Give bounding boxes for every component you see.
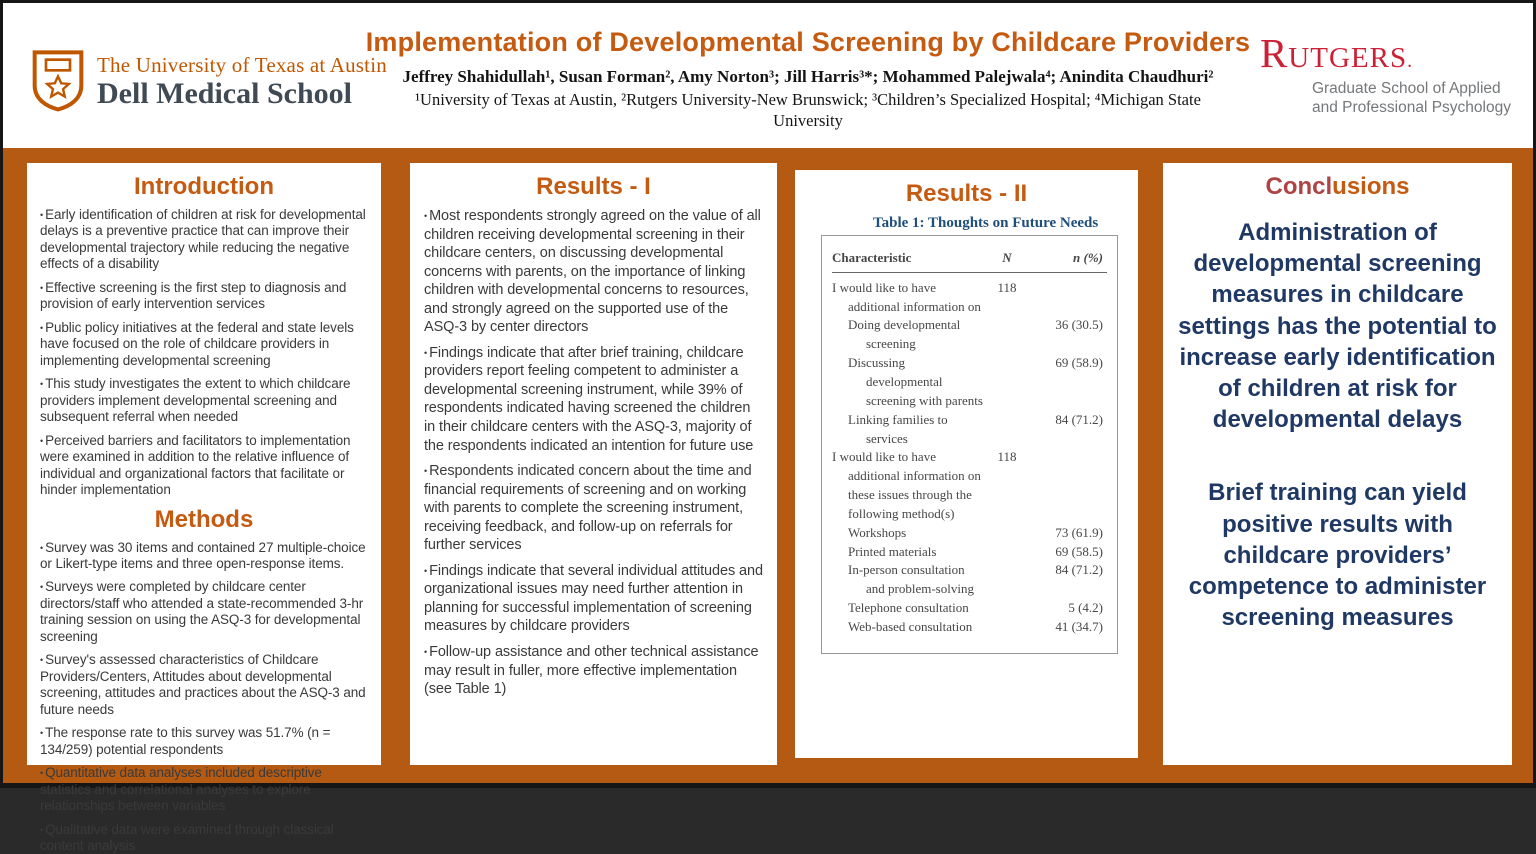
table-row (832, 561, 1107, 599)
table-cell-characteristic: I would like to have additional information on these issues through the following method(s) (832, 448, 983, 523)
results-1-heading: Results - I (424, 173, 763, 201)
bullet-text: Qualitative data were examined through classical content analysis (40, 822, 334, 853)
ut-dell-medical-logo (31, 49, 387, 113)
bullet-text: Public policy initiatives at the federal and state levels have focused on the role of childcare providers in implementing developmental screening (40, 320, 354, 368)
bullet-icon: • (424, 211, 427, 221)
table-cell-characteristic: Workshops (832, 524, 983, 543)
bullet-item (40, 652, 368, 718)
bullet-text: Findings indicate that after brief training, childcare providers report feeling competent to administer a developmental screening instrument, while 39% of respondents indicated having screened the children in their childcare centers with the ASQ-3, majority of the respondents indicated an intention for future use (424, 345, 753, 454)
table-cell-characteristic: In-person consultation and problem-solving (832, 561, 983, 599)
ut-school-name: Dell Medical School (97, 78, 387, 110)
table-cell-N (983, 599, 1031, 618)
ut-shield-icon (31, 49, 85, 113)
bullet-item (40, 376, 368, 425)
methods-heading: Methods (40, 506, 368, 534)
table-cell-N (983, 524, 1031, 543)
table-cell-n-pct: 5 (4.2) (1031, 599, 1107, 618)
bullet-item (40, 207, 368, 273)
table-row (832, 448, 1107, 523)
table-row (832, 524, 1107, 543)
table-cell-N (983, 316, 1031, 354)
table-row (832, 599, 1107, 618)
table-1-header-N: N (983, 250, 1031, 266)
author-list: Jeffrey Shahidullah¹, Susan Forman², Amy Norton³; Jill Harris³*; Mohammed Palejwala⁴; Anindita Chaudhuri² (348, 67, 1268, 87)
conclusion-paragraph-2: Brief training can yield positive results with childcare providers’ competence to administer screening measures (1177, 477, 1498, 633)
bullet-text: Follow-up assistance and other technical assistance may result in fuller, more effective implementation (see Table 1) (424, 644, 758, 697)
bullet-icon: • (40, 582, 43, 592)
bullet-text: Surveys were completed by childcare center directors/staff who attended a state-recommended 3-hr training session on using the ASQ-3 for developmental screening (40, 579, 363, 643)
table-cell-characteristic: Telephone consultation (832, 599, 983, 618)
table-1 (821, 235, 1118, 654)
bullet-text: Effective screening is the first step to diagnosis and provision of early intervention services (40, 280, 346, 311)
bullet-item (40, 540, 368, 573)
bullet-icon: • (424, 348, 427, 358)
bullet-item (424, 207, 763, 337)
bullet-icon: • (40, 768, 43, 778)
rutgers-logo (1260, 33, 1511, 117)
table-row (832, 354, 1107, 411)
poster-title: Implementation of Developmental Screening by Childcare Providers (348, 27, 1268, 58)
bullet-text: The response rate to this survey was 51.7% (n = 134/259) potential respondents (40, 725, 330, 756)
bullet-icon: • (40, 655, 43, 665)
conclusions-heading-orange-part: usions (1332, 173, 1409, 200)
table-cell-N: 118 (983, 448, 1031, 523)
title-block (348, 27, 1268, 131)
ut-logo-text (97, 53, 387, 110)
table-cell-n-pct (1031, 448, 1107, 523)
bullet-text: Quantitative data analyses included descriptive statistics and correlational analyses to explore relationships between variables (40, 765, 322, 813)
bullet-item (424, 344, 763, 455)
table-row (832, 316, 1107, 354)
table-cell-n-pct: 36 (30.5) (1031, 316, 1107, 354)
bullet-icon: • (424, 647, 427, 657)
table-row (832, 543, 1107, 562)
conclusion-paragraph-1: Administration of developmental screening measures in childcare settings has the potential to increase early identification of children at risk for developmental delays (1177, 217, 1498, 435)
bullet-text: Respondents indicated concern about the time and financial requirements of screening and on working with parents to complete the screening instrument, receiving feedback, and follow-up on referrals for further services (424, 463, 752, 553)
bullet-icon: • (40, 728, 43, 738)
methods-bullets (40, 540, 368, 854)
rutgers-school-line2: and Professional Psychology (1312, 99, 1511, 118)
table-cell-N (983, 561, 1031, 599)
bullet-text: Findings indicate that several individual attitudes and organizational issues may need further attention in planning for successful implementation of screening measures by childcare providers (424, 563, 763, 635)
table-cell-characteristic: Printed materials (832, 543, 983, 562)
table-cell-n-pct: 84 (71.2) (1031, 411, 1107, 449)
bullet-item (424, 462, 763, 555)
table-cell-N (983, 411, 1031, 449)
poster-body (3, 148, 1533, 783)
conclusions-heading (1177, 173, 1498, 201)
bullet-icon: • (40, 379, 43, 389)
table-cell-n-pct: 84 (71.2) (1031, 561, 1107, 599)
ut-university-name: The University of Texas at Austin (97, 53, 387, 78)
table-cell-n-pct: 41 (34.7) (1031, 618, 1107, 637)
rutgers-school-line1: Graduate School of Applied (1312, 80, 1511, 99)
table-row (832, 618, 1107, 637)
bullet-icon: • (424, 466, 427, 476)
table-cell-N (983, 543, 1031, 562)
table-cell-characteristic: Doing developmental screening (832, 316, 983, 354)
bullet-text: This study investigates the extent to which childcare providers implement developmental screening and subsequent referral when needed (40, 376, 350, 424)
table-1-header-n-pct: n (%) (1031, 250, 1107, 266)
bullet-item (424, 562, 763, 636)
rutgers-school-name (1312, 80, 1511, 117)
table-row (832, 411, 1107, 449)
bullet-text: Early identification of children at risk for developmental delays is a preventive practice that can improve their developmental trajectory while reducing the negative effects of a disability (40, 207, 366, 271)
introduction-bullets (40, 207, 368, 499)
table-1-header-row (832, 250, 1107, 273)
bullet-item (40, 822, 368, 854)
table-cell-n-pct: 69 (58.5) (1031, 543, 1107, 562)
table-cell-characteristic: Web-based consultation (832, 618, 983, 637)
introduction-heading: Introduction (40, 173, 368, 201)
panel-introduction-methods (27, 163, 381, 765)
bullet-item (40, 280, 368, 313)
bullet-item (424, 643, 763, 699)
table-cell-characteristic: Linking families to services (832, 411, 983, 449)
table-row (832, 279, 1107, 317)
bullet-icon: • (40, 323, 43, 333)
table-cell-N: 118 (983, 279, 1031, 317)
table-cell-N (983, 354, 1031, 411)
bullet-text: Perceived barriers and facilitators to implementation were examined in addition to the relative influence of individual and organizational factors that facilitate or hinder implementation (40, 433, 350, 497)
bullet-item (40, 433, 368, 499)
panel-conclusions (1163, 163, 1512, 765)
panel-results-2 (795, 170, 1138, 758)
bullet-item (40, 725, 368, 758)
table-cell-n-pct (1031, 279, 1107, 317)
bullet-icon: • (40, 283, 43, 293)
bullet-icon: • (40, 543, 43, 553)
bullet-item (40, 579, 368, 645)
poster-header (3, 3, 1533, 148)
bullet-item (40, 320, 368, 369)
bullet-item (40, 765, 368, 814)
bullet-icon: • (424, 566, 427, 576)
table-cell-characteristic: I would like to have additional information on (832, 279, 983, 317)
conclusions-heading-red-part: Concl (1265, 173, 1332, 200)
table-cell-n-pct: 69 (58.9) (1031, 354, 1107, 411)
rutgers-wordmark: Rutgers . (1260, 33, 1511, 74)
results-1-bullets (424, 207, 763, 699)
panel-results-1 (410, 163, 777, 765)
table-1-rows (832, 273, 1107, 637)
table-cell-N (983, 618, 1031, 637)
table-1-header-characteristic: Characteristic (832, 250, 983, 266)
table-1-caption: Table 1: Thoughts on Future Needs (807, 214, 1126, 233)
bullet-icon: • (40, 436, 43, 446)
bullet-text: Most respondents strongly agreed on the value of all children receiving developmental screening in their childcare centers, on discussing developmental concerns with parents, on the importance of linking children with developmental concerns to resources, and strongly agreed on the supported use of the ASQ-3 by center directors (424, 208, 761, 335)
bullet-text: Survey's assessed characteristics of Childcare Providers/Centers, Attitudes about developmental screening, attitudes and practices about the ASQ-3 and future needs (40, 652, 366, 716)
table-cell-characteristic: Discussing developmental screening with parents (832, 354, 983, 411)
results-2-heading: Results - II (807, 180, 1126, 208)
table-cell-n-pct: 73 (61.9) (1031, 524, 1107, 543)
bullet-icon: • (40, 210, 43, 220)
bullet-icon: • (40, 825, 43, 835)
bullet-text: Survey was 30 items and contained 27 multiple-choice or Likert-type items and three open-response items. (40, 540, 366, 571)
affiliation-list: ¹University of Texas at Austin, ²Rutgers University-New Brunswick; ³Children’s Specialized Hospital; ⁴Michigan State University (383, 90, 1233, 131)
